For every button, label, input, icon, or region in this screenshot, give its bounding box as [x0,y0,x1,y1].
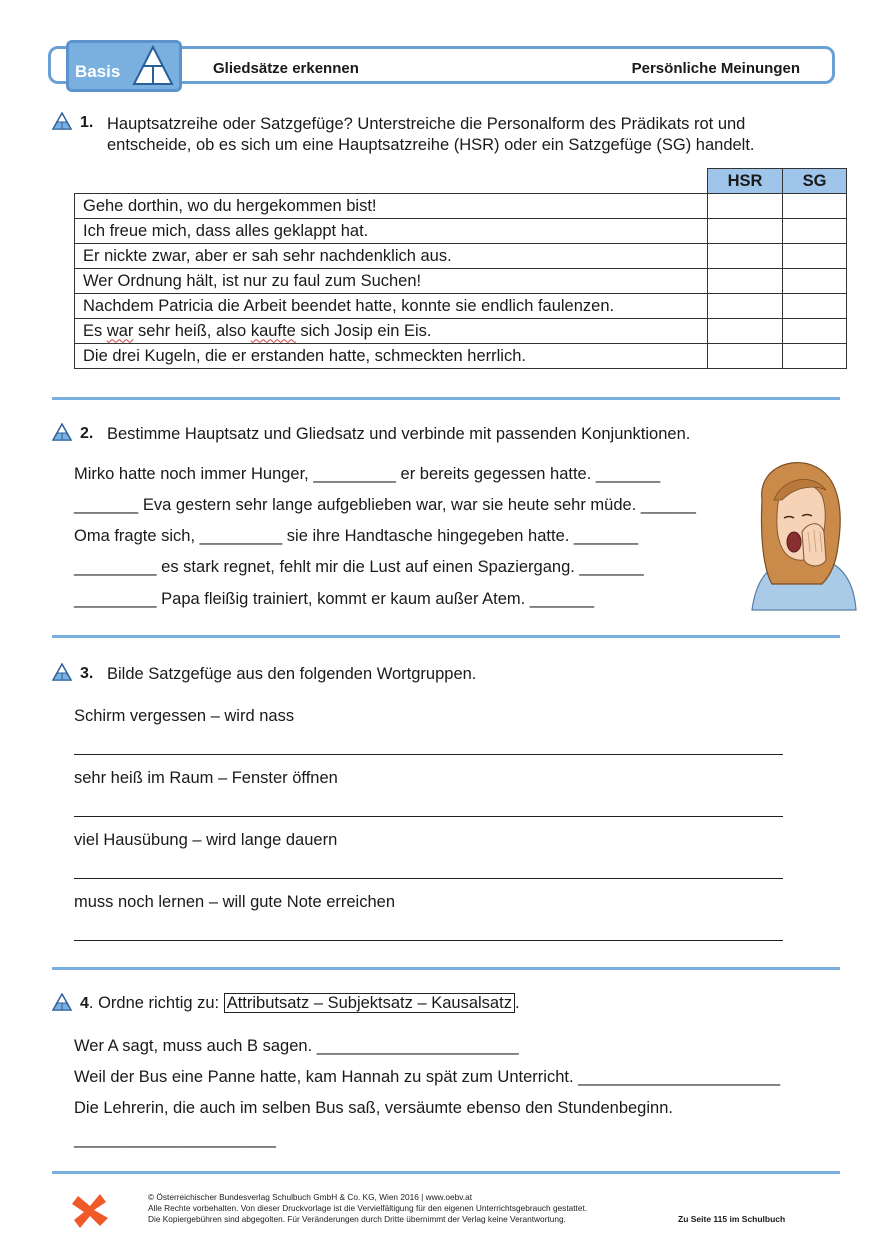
spellcheck-word: war [106,321,134,340]
answer-line[interactable] [74,940,783,941]
section-divider [52,967,840,970]
hsr-checkbox[interactable] [708,194,783,219]
sentence-cell: Die drei Kugeln, die er erstanden hatte, schmeckten herrlich. [75,344,708,369]
task4-answer-line[interactable]: ______________________ [74,1130,276,1148]
task2-sentence-3[interactable]: Oma fragte sich, _________ sie ihre Handtasche hingegeben hatte. _______ [74,527,639,545]
hsr-checkbox[interactable] [708,319,783,344]
sg-checkbox[interactable] [783,269,847,294]
instruction-text: . [514,994,520,1012]
rights-line: Alle Rechte vorbehalten. Von dieser Druckvorlage ist die Vervielfältigung für den eigenen Unterrichtsgebrauch gestattet. [148,1203,588,1213]
instruction-text: . Ordne richtig zu: [88,994,224,1012]
page-reference: Zu Seite 115 im Schulbuch [678,1214,786,1224]
hsr-checkbox[interactable] [708,219,783,244]
task3-number: 3. [80,665,94,682]
col-sg: SG [783,169,847,194]
copyright-line: © Österreichischer Bundesverlag Schulbuch GmbH & Co. KG, Wien 2016 | www.oebv.at [148,1192,472,1202]
worksheet-title: Gliedsätze erkennen [213,60,359,77]
sentence-cell: Wer Ordnung hält, ist nur zu faul zum Suchen! [75,269,708,294]
answer-line[interactable] [74,878,783,879]
section-divider [52,397,840,400]
answer-line[interactable] [74,754,783,755]
task2-number: 2. [80,425,94,442]
table-row [75,294,847,319]
table-row [75,194,847,219]
task2-sentence-4[interactable]: _________ es stark regnet, fehlt mir die Lust auf einen Spaziergang. _______ [74,558,644,576]
sg-checkbox[interactable] [783,319,847,344]
publisher-logo-icon [72,1192,110,1230]
hsr-checkbox[interactable] [708,269,783,294]
sg-checkbox[interactable] [783,294,847,319]
text-segment: sich Josip ein Eis. [295,321,432,340]
task1-number: 1. [80,114,94,131]
task1-instruction-line1: Hauptsatzreihe oder Satzgefüge? Unterstreiche die Personalform des Prädikats rot und [107,115,746,133]
task4-number: 4 [80,995,89,1012]
fees-line: Die Kopiergebühren sind abgegolten. Für Veränderungen durch Dritte übernimmt der Verlag keine Verantwortung. [148,1214,566,1224]
level-pyramid-icon [52,663,72,681]
basis-label: Basis [75,62,121,81]
sg-checkbox[interactable] [783,344,847,369]
task4-instruction [80,992,520,1015]
level-pyramid-icon [52,993,72,1011]
table-row [75,269,847,294]
yawning-girl-illustration [742,460,858,614]
hsr-checkbox[interactable] [708,294,783,319]
col-hsr: HSR [708,169,783,194]
sg-checkbox[interactable] [783,219,847,244]
level-pyramid-icon [52,423,72,441]
pyramid-logo-icon [131,44,175,88]
sentence-cell: Ich freue mich, dass alles geklappt hat. [75,219,708,244]
task3-prompt-3: viel Hausübung – wird lange dauern [74,831,338,849]
sentence-cell: Nachdem Patricia die Arbeit beendet hatte, konnte sie endlich faulenzen. [75,294,708,319]
level-pyramid-icon [52,112,72,130]
worksheet-topic: Persönliche Meinungen [631,60,800,77]
task4-sentence-1[interactable]: Wer A sagt, muss auch B sagen. ______________________ [74,1037,519,1055]
spellcheck-word: kaufte [250,321,296,340]
task2-sentence-5[interactable]: _________ Papa fleißig trainiert, kommt er kaum außer Atem. _______ [74,590,595,608]
task2-instruction: Bestimme Hauptsatz und Gliedsatz und verbinde mit passenden Konjunktionen. [107,425,691,443]
sg-checkbox[interactable] [783,194,847,219]
task3-prompt-4: muss noch lernen – will gute Note erreichen [74,893,396,911]
table-row [75,319,847,344]
answer-line[interactable] [74,816,783,817]
sentence-cell: Er nickte zwar, aber er sah sehr nachdenklich aus. [75,244,708,269]
table-row [75,219,847,244]
text-segment: Es [83,321,107,340]
task1-instruction-line2: entscheide, ob es sich um eine Hauptsatzreihe (HSR) oder ein Satzgefüge (SG) handelt. [107,136,755,154]
task4-sentence-2[interactable]: Weil der Bus eine Panne hatte, kam Hannah zu spät zum Unterricht. ______________________ [74,1068,781,1086]
task3-prompt-1: Schirm vergessen – wird nass [74,707,295,725]
table-row [75,244,847,269]
task4-sentence-3: Die Lehrerin, die auch im selben Bus saß, versäumte ebenso den Stundenbeginn. [74,1099,673,1117]
sg-checkbox[interactable] [783,244,847,269]
sentence-cell: Gehe dorthin, wo du hergekommen bist! [75,194,708,219]
section-divider [52,635,840,638]
task2-sentence-2[interactable]: _______ Eva gestern sehr lange aufgeblieben war, war sie heute sehr müde. ______ [74,496,696,514]
sentence-table [74,168,847,369]
task2-sentence-1[interactable]: Mirko hatte noch immer Hunger, _________ er bereits gegessen hatte. _______ [74,465,661,483]
table-row [75,344,847,369]
hsr-checkbox[interactable] [708,344,783,369]
section-divider [52,1171,840,1174]
task3-prompt-2: sehr heiß im Raum – Fenster öffnen [74,769,338,787]
category-box: Attributsatz – Subjektsatz – Kausalsatz [224,993,515,1013]
text-segment: sehr heiß, also [133,321,251,340]
hsr-checkbox[interactable] [708,244,783,269]
sentence-cell [75,319,708,344]
task3-instruction: Bilde Satzgefüge aus den folgenden Wortgruppen. [107,665,477,683]
